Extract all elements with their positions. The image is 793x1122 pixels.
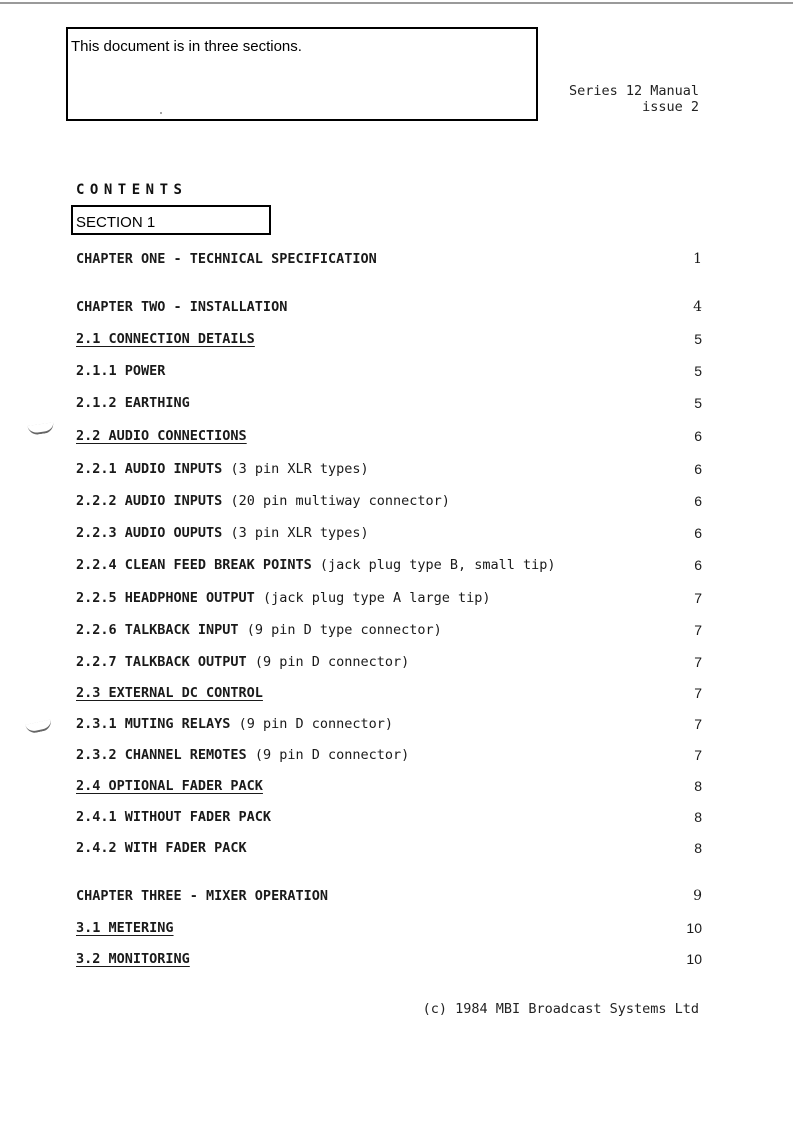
toc-title: 2.2.1 AUDIO INPUTS (76, 461, 223, 477)
toc-entry-2-3[interactable] (76, 685, 702, 705)
toc-title: 2.1 CONNECTION DETAILS (76, 331, 255, 347)
toc-title: 2.1.1 POWER (76, 363, 166, 379)
toc-page: 6 (694, 525, 702, 541)
toc-page: 5 (694, 331, 702, 347)
toc-entry-3-1[interactable] (76, 920, 702, 940)
toc-page: 7 (694, 747, 702, 763)
note-text: This document is in three sections. (71, 38, 302, 55)
toc-title: 2.1.2 EARTHING (76, 395, 190, 411)
toc-entry-2-4-1[interactable] (76, 809, 702, 829)
section-label: SECTION 1 (76, 214, 156, 231)
toc-entry-2-2-2[interactable] (76, 493, 702, 513)
punch-hole-mark (25, 719, 53, 734)
toc-title: 2.3 EXTERNAL DC CONTROL (76, 685, 263, 701)
toc-title: 2.2.3 AUDIO OUPUTS (76, 525, 223, 541)
toc-entry-2-1-1[interactable] (76, 363, 702, 383)
toc-page: 8 (694, 809, 702, 825)
toc-title: 3.2 MONITORING (76, 951, 190, 967)
toc-page: 10 (686, 951, 702, 967)
toc-title: 2.4 OPTIONAL FADER PACK (76, 778, 263, 794)
toc-detail: (9 pin D connector) (230, 716, 393, 732)
toc-title: CHAPTER THREE - MIXER OPERATION (76, 888, 328, 904)
toc-entry-2-1[interactable] (76, 331, 702, 351)
toc-page: 6 (694, 428, 702, 444)
toc-page: 6 (694, 461, 702, 477)
punch-hole-mark (27, 422, 54, 436)
toc-page: 7 (694, 590, 702, 606)
toc-page: 7 (694, 716, 702, 732)
toc-page: 7 (694, 654, 702, 670)
toc-title: 2.4.2 WITH FADER PACK (76, 840, 247, 856)
toc-page: 6 (694, 493, 702, 509)
toc-page: 5 (694, 395, 702, 411)
scan-top-edge (0, 2, 793, 4)
section-box (71, 205, 271, 235)
toc-title: 2.2.6 TALKBACK INPUT (76, 622, 239, 638)
toc-page: 9 (693, 888, 702, 904)
toc-title: 2.2 AUDIO CONNECTIONS (76, 428, 247, 444)
toc-page: 1 (693, 251, 702, 267)
toc-page: 4 (693, 299, 702, 315)
toc-detail: (jack plug type B, small tip) (311, 557, 556, 573)
toc-title: CHAPTER ONE - TECHNICAL SPECIFICATION (76, 251, 377, 267)
toc-title: 2.4.1 WITHOUT FADER PACK (76, 809, 272, 825)
toc-entry-2-3-2[interactable] (76, 747, 702, 767)
toc-page: 8 (694, 778, 702, 794)
toc-title: 2.2.5 HEADPHONE OUTPUT (76, 590, 255, 606)
toc-page: 7 (694, 622, 702, 638)
toc-detail: (9 pin D connector) (246, 654, 410, 670)
issue-number: issue 2 (642, 99, 699, 115)
toc-page: 10 (686, 920, 702, 936)
toc-entry-2-3-1[interactable] (76, 716, 702, 736)
toc-detail: (9 pin D type connector) (238, 622, 442, 638)
toc-entry-chapter-one[interactable] (76, 251, 702, 271)
toc-title: 2.2.4 CLEAN FEED BREAK POINTS (76, 557, 312, 573)
toc-entry-2-2[interactable] (76, 428, 702, 448)
toc-entry-3-2[interactable] (76, 951, 702, 971)
copyright-notice: (c) 1984 MBI Broadcast Systems Ltd (422, 1001, 699, 1017)
toc-page: 7 (694, 685, 702, 701)
toc-title: 2.3.2 CHANNEL REMOTES (76, 747, 247, 763)
toc-title: 2.2.7 TALKBACK OUTPUT (76, 654, 247, 670)
toc-page: 5 (694, 363, 702, 379)
toc-entry-chapter-two[interactable] (76, 299, 702, 319)
toc-title: 3.1 METERING (76, 920, 174, 936)
toc-detail: (jack plug type A large tip) (254, 590, 491, 606)
toc-page: 8 (694, 840, 702, 856)
toc-entry-2-2-4[interactable] (76, 557, 702, 577)
toc-entry-2-2-1[interactable] (76, 461, 702, 481)
toc-entry-2-4[interactable] (76, 778, 702, 798)
toc-detail: (3 pin XLR types) (222, 525, 369, 541)
contents-heading: CONTENTS (76, 182, 188, 198)
toc-detail: (20 pin multiway connector) (222, 493, 450, 509)
toc-entry-2-2-5[interactable] (76, 590, 702, 610)
toc-title: 2.2.2 AUDIO INPUTS (76, 493, 223, 509)
toc-entry-2-2-6[interactable] (76, 622, 702, 642)
scan-speck (160, 112, 162, 114)
toc-entry-2-4-2[interactable] (76, 840, 702, 860)
toc-entry-2-2-3[interactable] (76, 525, 702, 545)
toc-detail: (9 pin D connector) (246, 747, 410, 763)
toc-page: 6 (694, 557, 702, 573)
toc-entry-2-1-2[interactable] (76, 395, 702, 415)
toc-entry-chapter-three[interactable] (76, 888, 702, 908)
toc-detail: (3 pin XLR types) (222, 461, 369, 477)
note-box (66, 27, 538, 121)
toc-entry-2-2-7[interactable] (76, 654, 702, 674)
document-header (569, 83, 699, 115)
series-title: Series 12 Manual (568, 83, 699, 99)
toc-title: 2.3.1 MUTING RELAYS (76, 716, 231, 732)
toc-title: CHAPTER TWO - INSTALLATION (76, 299, 288, 315)
